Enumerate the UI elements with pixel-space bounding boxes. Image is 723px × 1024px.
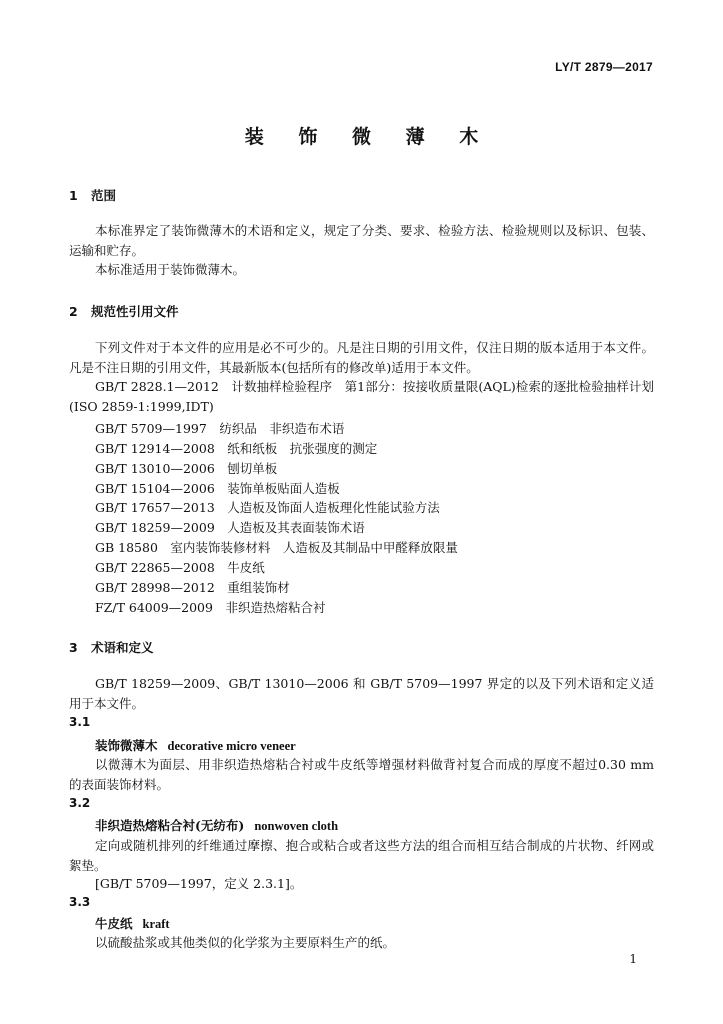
term-definition: 以微薄木为面层、用非织造热熔粘合衬或牛皮纸等增强材料做背衬复合而成的厚度不超过0.30 mm 的表面装饰材料。: [69, 757, 654, 792]
section-title: 术语和定义: [91, 640, 154, 655]
terms-intro: GB/T 18259—2009、GB/T 13010—2006 和 GB/T 5709—1997 界定的以及下列术语和定义适用于本文件。: [69, 676, 654, 711]
reference-item: GB/T 18259—2009 人造板及其表面装饰术语: [95, 520, 365, 535]
references-intro: 下列文件对于本文件的应用是必不可少的。凡是注日期的引用文件，仅注日期的版本适用于本文件。凡是不注日期的引用文件，其最新版本(包括所有的修改单)适用于本文件。: [69, 340, 654, 375]
reference-item: GB 18580 室内装饰装修材料 人造板及其制品中甲醛释放限量: [95, 540, 458, 555]
reference-item: GB/T 22865—2008 牛皮纸: [95, 560, 265, 575]
term-en: nonwoven cloth: [254, 819, 339, 833]
reference-item: GB/T 2828.1—2012 计数抽样检验程序 第1部分：按接收质量限(AQL)检索的逐批检验抽样计划(ISO 2859-1:1999,IDT): [69, 379, 654, 414]
clause-number: 3.1: [69, 715, 91, 729]
section-number: 3: [69, 640, 78, 655]
term-zh: 牛皮纸: [95, 916, 133, 931]
term-zh: 非织造热熔粘合衬(无纺布): [95, 818, 245, 833]
section-heading-terms: [69, 638, 154, 656]
reference-item: GB/T 13010—2006 刨切单板: [95, 461, 278, 476]
term-heading: [95, 736, 296, 754]
term-heading: [95, 816, 338, 834]
term-heading: [95, 914, 170, 932]
section-title: 范围: [91, 188, 117, 203]
term-definition: 以硫酸盐浆或其他类似的化学浆为主要原料生产的纸。: [95, 935, 396, 950]
standard-code: LY/T 2879—2017: [555, 60, 653, 74]
reference-item: GB/T 12914—2008 纸和纸板 抗张强度的测定: [95, 441, 378, 456]
reference-item: GB/T 5709—1997 纺织品 非织造布术语: [95, 421, 345, 436]
term-zh: 装饰微薄木: [95, 738, 158, 753]
reference-item: GB/T 15104—2006 装饰单板贴面人造板: [95, 481, 340, 496]
term-definition: 定向或随机排列的纤维通过摩擦、抱合或粘合或者这些方法的组合而相互结合制成的片状物、纤网或絮垫。: [69, 838, 654, 873]
term-en: decorative micro veneer: [167, 739, 296, 753]
page-number: 1: [629, 952, 637, 966]
reference-item: FZ/T 64009—2009 非织造热熔粘合衬: [95, 600, 326, 615]
clause-number: 3.3: [69, 895, 91, 909]
term-source-note: [GB/T 5709—1997，定义 2.3.1]。: [95, 876, 303, 891]
scope-applicability: 本标准适用于装饰微薄木。: [95, 262, 246, 277]
scope-paragraph: 本标准界定了装饰微薄木的术语和定义，规定了分类、要求、检验方法、检验规则以及标识、包装、运输和贮存。: [69, 223, 654, 258]
reference-item: GB/T 28998—2012 重组装饰材: [95, 580, 290, 595]
section-heading-normative-references: [69, 302, 179, 320]
section-number: 1: [69, 188, 78, 203]
reference-item: GB/T 17657—2013 人造板及饰面人造板理化性能试验方法: [95, 500, 440, 515]
section-title: 规范性引用文件: [91, 304, 179, 319]
term-en: kraft: [142, 917, 170, 931]
section-heading-scope: [69, 186, 116, 204]
clause-number: 3.2: [69, 796, 91, 810]
document-title: 装 饰 微 薄 木: [244, 126, 493, 148]
section-number: 2: [69, 304, 78, 319]
